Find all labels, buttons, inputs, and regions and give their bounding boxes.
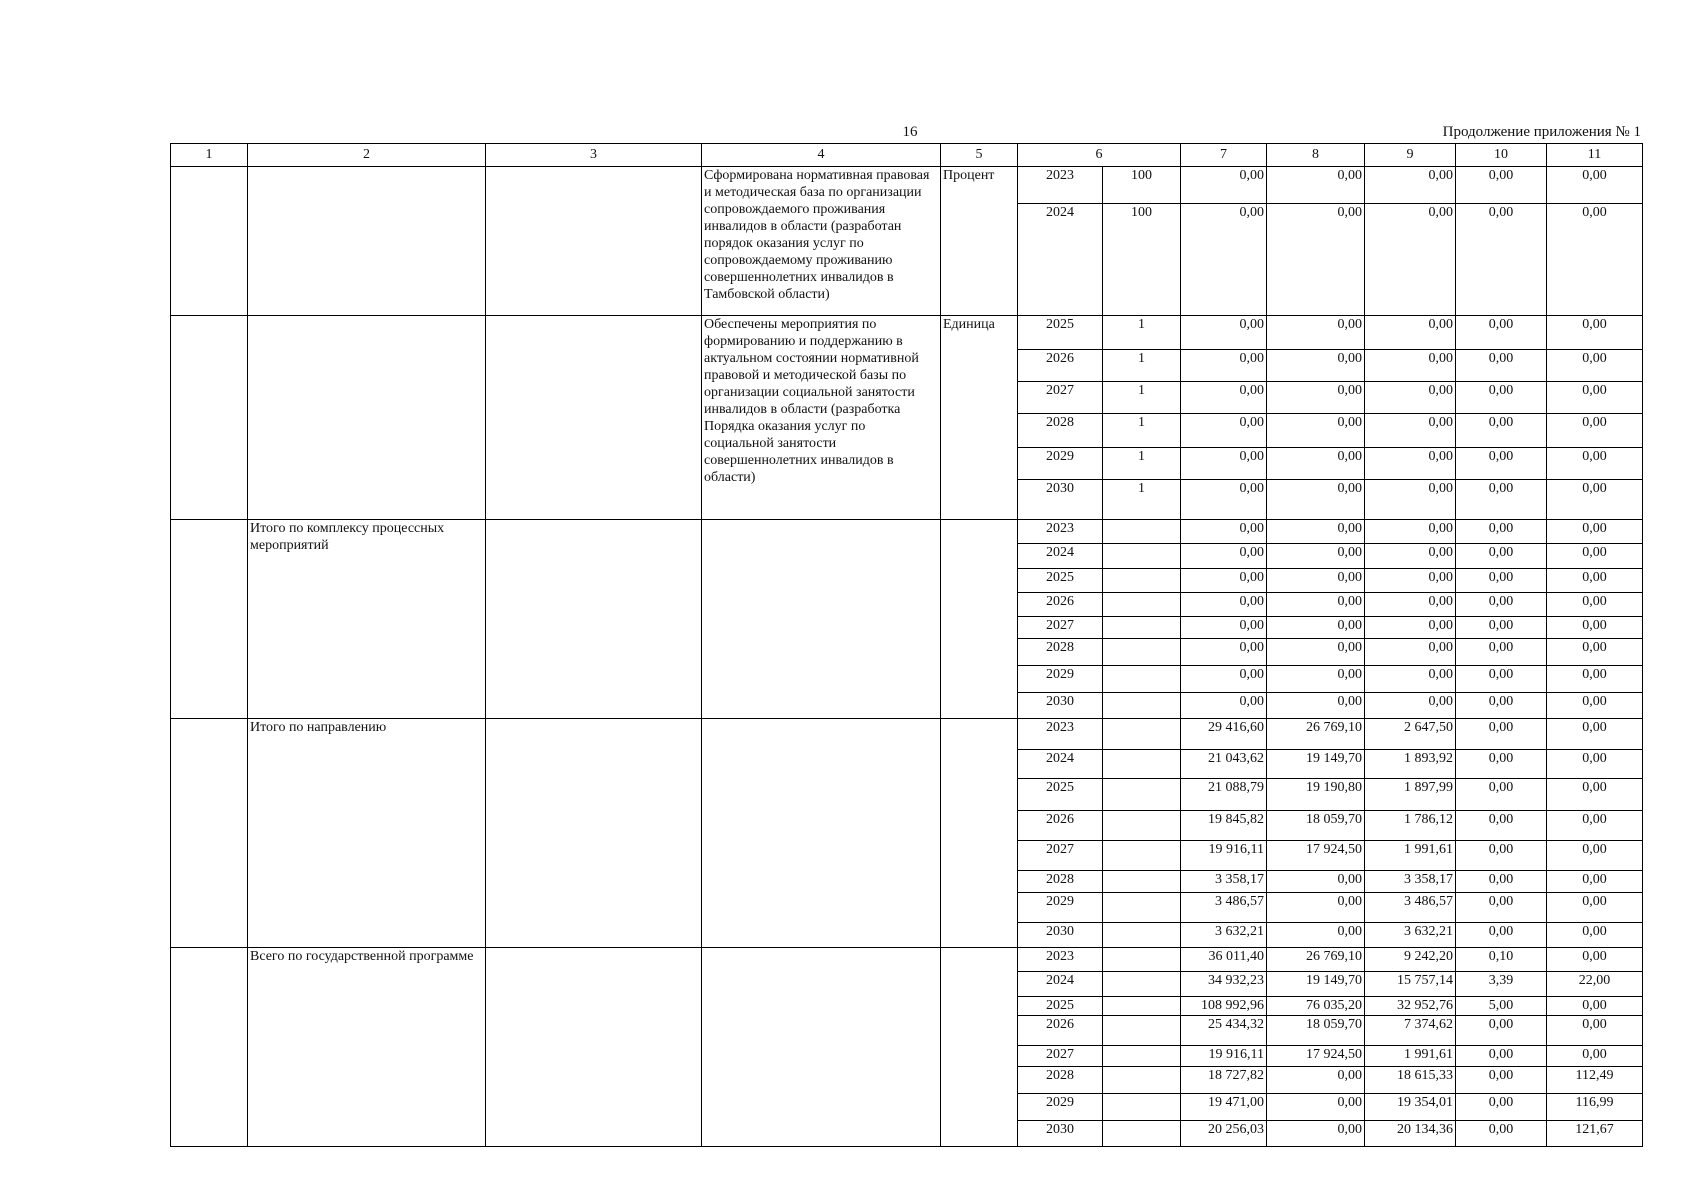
cell-col-11: 0,00 [1547,693,1643,719]
cell-col-11: 0,00 [1547,996,1643,1016]
cell-col-10: 0,00 [1456,841,1547,870]
cell-col-10: 0,00 [1456,779,1547,811]
cell-year: 2029 [1018,893,1103,922]
header-col-9: 9 [1365,144,1456,167]
cell-col-11: 0,00 [1547,382,1643,414]
cell-col-11: 0,00 [1547,841,1643,870]
cell-indicator-value [1103,810,1181,840]
cell-col-11: 121,67 [1547,1120,1643,1146]
table-row [171,520,1643,544]
cell-col-7: 0,00 [1181,693,1267,719]
cell-col-7: 19 916,11 [1181,841,1267,870]
cell-col-10: 0,00 [1456,1016,1547,1045]
cell-col-10: 0,00 [1456,666,1547,693]
cell-col-8: 0,00 [1267,666,1365,693]
cell-col-9: 19 354,01 [1365,1093,1456,1120]
cell-col-7: 0,00 [1181,666,1267,693]
cell-col-11: 0,00 [1547,638,1643,665]
cell-col-5 [941,947,1018,1146]
cell-col-4 [702,719,941,947]
cell-col-4 [702,520,941,719]
cell-col-9: 1 786,12 [1365,810,1456,840]
cell-col-2: Итого по направлению [248,719,486,947]
cell-col-9: 0,00 [1365,349,1456,382]
cell-col-8: 26 769,10 [1267,947,1365,971]
cell-col-10: 0,00 [1456,520,1547,544]
cell-col-7: 3 358,17 [1181,870,1267,893]
header-col-10: 10 [1456,144,1547,167]
cell-col-11: 0,00 [1547,593,1643,617]
cell-col-11: 0,00 [1547,316,1643,350]
cell-col-7: 0,00 [1181,520,1267,544]
cell-col-9: 20 134,36 [1365,1120,1456,1146]
cell-col-10: 0,00 [1456,719,1547,749]
header-col-1: 1 [171,144,248,167]
cell-col-7: 108 992,96 [1181,996,1267,1016]
cell-col-11: 0,00 [1547,749,1643,778]
cell-col-7: 3 486,57 [1181,893,1267,922]
cell-col-10: 0,00 [1456,593,1547,617]
cell-indicator-value [1103,1120,1181,1146]
cell-col-7: 0,00 [1181,544,1267,569]
cell-col-9: 32 952,76 [1365,996,1456,1016]
cell-col-7: 0,00 [1181,349,1267,382]
cell-col-3 [486,316,702,520]
cell-year: 2023 [1018,520,1103,544]
cell-col-3 [486,947,702,1146]
cell-col-10: 0,00 [1456,447,1547,480]
cell-col-2: Итого по комплексу процессных мероприятий [248,520,486,719]
cell-indicator-value: 1 [1103,480,1181,520]
cell-year: 2024 [1018,971,1103,996]
cell-col-9: 0,00 [1365,167,1456,204]
cell-col-8: 0,00 [1267,1067,1365,1093]
cell-year: 2023 [1018,719,1103,749]
cell-col-11: 0,00 [1547,666,1643,693]
cell-indicator-value [1103,666,1181,693]
cell-col-11: 0,00 [1547,569,1643,593]
cell-year: 2028 [1018,1067,1103,1093]
cell-indicator-value: 1 [1103,316,1181,350]
cell-col-11: 0,00 [1547,1045,1643,1067]
cell-indicator-value: 1 [1103,413,1181,447]
cell-indicator-value [1103,971,1181,996]
cell-col-7: 0,00 [1181,480,1267,520]
header-row [171,144,1643,167]
cell-col-10: 0,10 [1456,947,1547,971]
cell-col-8: 19 149,70 [1267,971,1365,996]
cell-col-10: 0,00 [1456,617,1547,639]
cell-col-8: 0,00 [1267,203,1365,315]
cell-indicator-value [1103,947,1181,971]
cell-col-8: 0,00 [1267,349,1365,382]
cell-col-11: 112,49 [1547,1067,1643,1093]
cell-col-5 [941,520,1018,719]
cell-col-9: 1 991,61 [1365,841,1456,870]
cell-year: 2024 [1018,544,1103,569]
cell-year: 2027 [1018,841,1103,870]
cell-indicator-value [1103,638,1181,665]
cell-indicator-value [1103,779,1181,811]
cell-col-8: 19 190,80 [1267,779,1365,811]
cell-col-10: 0,00 [1456,544,1547,569]
cell-col-9: 1 893,92 [1365,749,1456,778]
cell-col-7: 3 632,21 [1181,922,1267,947]
cell-indicator-value [1103,593,1181,617]
cell-col-8: 0,00 [1267,693,1365,719]
cell-col-9: 1 991,61 [1365,1045,1456,1067]
cell-indicator-value [1103,569,1181,593]
header-col-6: 6 [1018,144,1181,167]
cell-year: 2023 [1018,947,1103,971]
cell-col-11: 0,00 [1547,947,1643,971]
cell-col-10: 0,00 [1456,382,1547,414]
cell-col-8: 0,00 [1267,569,1365,593]
table-body [171,167,1643,1147]
cell-col-10: 0,00 [1456,569,1547,593]
cell-col-9: 3 358,17 [1365,870,1456,893]
cell-col-8: 0,00 [1267,167,1365,204]
cell-col-8: 17 924,50 [1267,1045,1365,1067]
cell-indicator-value: 1 [1103,349,1181,382]
cell-col-11: 0,00 [1547,779,1643,811]
cell-col-10: 0,00 [1456,413,1547,447]
table-row [171,167,1643,204]
cell-col-2 [248,316,486,520]
cell-col-10: 0,00 [1456,1067,1547,1093]
cell-col-9: 0,00 [1365,693,1456,719]
cell-col-11: 0,00 [1547,520,1643,544]
cell-col-11: 0,00 [1547,810,1643,840]
cell-year: 2027 [1018,617,1103,639]
cell-col-11: 0,00 [1547,893,1643,922]
header-col-11: 11 [1547,144,1643,167]
cell-col-9: 0,00 [1365,617,1456,639]
cell-year: 2024 [1018,749,1103,778]
cell-col-8: 26 769,10 [1267,719,1365,749]
cell-year: 2029 [1018,1093,1103,1120]
cell-col-11: 0,00 [1547,544,1643,569]
appendix-continuation-note: Продолжение приложения № 1 [1442,124,1641,140]
cell-indicator-value [1103,544,1181,569]
cell-col-10: 0,00 [1456,749,1547,778]
cell-col-3 [486,520,702,719]
cell-col-7: 34 932,23 [1181,971,1267,996]
cell-col-9: 0,00 [1365,544,1456,569]
cell-col-8: 0,00 [1267,922,1365,947]
cell-col-2 [248,167,486,316]
cell-col-10: 0,00 [1456,638,1547,665]
cell-col-9: 1 897,99 [1365,779,1456,811]
cell-year: 2027 [1018,382,1103,414]
cell-year: 2023 [1018,167,1103,204]
cell-col-4: Сформирована нормативная правовая и методическая база по организации сопровождаемого проживания инвалидов в области (разработан порядок оказания услуг по сопровождаемому проживанию совершеннолетних инвалидов в Тамбовской области) [702,167,941,316]
cell-col-11: 0,00 [1547,1016,1643,1045]
cell-col-9: 0,00 [1365,203,1456,315]
cell-col-9: 0,00 [1365,480,1456,520]
cell-col-11: 0,00 [1547,413,1643,447]
cell-year: 2028 [1018,870,1103,893]
cell-year: 2029 [1018,666,1103,693]
cell-year: 2026 [1018,810,1103,840]
cell-col-4: Обеспечены мероприятия по формированию и поддержанию в актуальном состоянии нормативной правовой и методической базы по организации социальной занятости инвалидов в области (разработка Порядка оказания услуг по социальной занятости совершеннолетних инвалидов в области) [702,316,941,520]
cell-col-7: 19 471,00 [1181,1093,1267,1120]
cell-col-8: 0,00 [1267,870,1365,893]
cell-col-7: 0,00 [1181,167,1267,204]
cell-col-8: 0,00 [1267,544,1365,569]
cell-col-11: 0,00 [1547,167,1643,204]
cell-col-9: 9 242,20 [1365,947,1456,971]
header-col-5: 5 [941,144,1018,167]
cell-col-1 [171,947,248,1146]
cell-col-9: 0,00 [1365,593,1456,617]
cell-col-9: 0,00 [1365,447,1456,480]
cell-col-10: 0,00 [1456,1045,1547,1067]
table-row [171,719,1643,749]
cell-year: 2026 [1018,349,1103,382]
cell-year: 2025 [1018,779,1103,811]
cell-col-3 [486,719,702,947]
cell-col-9: 0,00 [1365,666,1456,693]
cell-indicator-value [1103,617,1181,639]
cell-col-8: 18 059,70 [1267,810,1365,840]
cell-col-7: 0,00 [1181,617,1267,639]
cell-col-7: 18 727,82 [1181,1067,1267,1093]
cell-col-10: 0,00 [1456,922,1547,947]
appendix-table [170,143,1643,1147]
cell-col-11: 0,00 [1547,719,1643,749]
cell-col-7: 20 256,03 [1181,1120,1267,1146]
cell-indicator-value [1103,520,1181,544]
cell-indicator-value [1103,1067,1181,1093]
cell-col-9: 2 647,50 [1365,719,1456,749]
cell-col-7: 36 011,40 [1181,947,1267,971]
cell-col-7: 0,00 [1181,203,1267,315]
cell-col-9: 0,00 [1365,413,1456,447]
header-col-4: 4 [702,144,941,167]
cell-indicator-value [1103,1045,1181,1067]
cell-col-5: Процент [941,167,1018,316]
cell-indicator-value: 1 [1103,447,1181,480]
cell-col-8: 0,00 [1267,520,1365,544]
cell-col-9: 0,00 [1365,382,1456,414]
cell-col-8: 0,00 [1267,638,1365,665]
cell-col-10: 0,00 [1456,693,1547,719]
cell-col-7: 19 916,11 [1181,1045,1267,1067]
header-col-8: 8 [1267,144,1365,167]
cell-col-11: 0,00 [1547,870,1643,893]
cell-col-10: 0,00 [1456,810,1547,840]
cell-col-10: 0,00 [1456,349,1547,382]
cell-col-7: 0,00 [1181,569,1267,593]
header-col-7: 7 [1181,144,1267,167]
header-col-2: 2 [248,144,486,167]
cell-col-10: 0,00 [1456,870,1547,893]
cell-indicator-value [1103,749,1181,778]
cell-year: 2030 [1018,480,1103,520]
cell-col-8: 0,00 [1267,413,1365,447]
cell-col-11: 0,00 [1547,203,1643,315]
cell-col-10: 3,39 [1456,971,1547,996]
cell-col-8: 0,00 [1267,893,1365,922]
cell-indicator-value [1103,693,1181,719]
cell-col-8: 0,00 [1267,1093,1365,1120]
cell-year: 2026 [1018,1016,1103,1045]
page-number: 16 [902,124,918,140]
cell-col-8: 0,00 [1267,480,1365,520]
cell-year: 2025 [1018,316,1103,350]
cell-col-8: 18 059,70 [1267,1016,1365,1045]
cell-indicator-value [1103,1093,1181,1120]
cell-indicator-value [1103,922,1181,947]
cell-col-7: 0,00 [1181,413,1267,447]
cell-col-2: Всего по государственной программе [248,947,486,1146]
cell-col-9: 3 486,57 [1365,893,1456,922]
cell-col-7: 0,00 [1181,638,1267,665]
cell-indicator-value [1103,841,1181,870]
header-col-3: 3 [486,144,702,167]
cell-col-7: 0,00 [1181,593,1267,617]
cell-indicator-value [1103,996,1181,1016]
cell-col-9: 0,00 [1365,520,1456,544]
cell-col-8: 0,00 [1267,382,1365,414]
cell-col-1 [171,719,248,947]
cell-col-11: 0,00 [1547,349,1643,382]
cell-col-11: 0,00 [1547,480,1643,520]
cell-year: 2029 [1018,447,1103,480]
cell-col-7: 0,00 [1181,382,1267,414]
table-row [171,947,1643,971]
cell-col-9: 15 757,14 [1365,971,1456,996]
cell-indicator-value [1103,893,1181,922]
cell-col-10: 0,00 [1456,1093,1547,1120]
cell-col-7: 21 088,79 [1181,779,1267,811]
cell-col-5 [941,719,1018,947]
cell-col-8: 76 035,20 [1267,996,1365,1016]
cell-col-7: 0,00 [1181,316,1267,350]
cell-col-9: 3 632,21 [1365,922,1456,947]
cell-col-5: Единица [941,316,1018,520]
cell-indicator-value [1103,719,1181,749]
cell-year: 2028 [1018,413,1103,447]
cell-col-3 [486,167,702,316]
cell-year: 2026 [1018,593,1103,617]
cell-col-11: 0,00 [1547,617,1643,639]
cell-col-11: 0,00 [1547,447,1643,480]
cell-col-11: 0,00 [1547,922,1643,947]
cell-col-10: 0,00 [1456,480,1547,520]
cell-year: 2030 [1018,922,1103,947]
cell-col-7: 0,00 [1181,447,1267,480]
cell-col-10: 0,00 [1456,316,1547,350]
cell-col-1 [171,167,248,316]
cell-col-11: 22,00 [1547,971,1643,996]
cell-col-8: 0,00 [1267,316,1365,350]
cell-col-8: 0,00 [1267,617,1365,639]
cell-col-4 [702,947,941,1146]
cell-col-10: 0,00 [1456,893,1547,922]
cell-col-9: 18 615,33 [1365,1067,1456,1093]
cell-col-8: 17 924,50 [1267,841,1365,870]
cell-col-7: 19 845,82 [1181,810,1267,840]
cell-year: 2024 [1018,203,1103,315]
cell-col-8: 0,00 [1267,593,1365,617]
cell-col-9: 0,00 [1365,569,1456,593]
cell-year: 2025 [1018,996,1103,1016]
table-row [171,316,1643,350]
cell-year: 2030 [1018,1120,1103,1146]
cell-year: 2025 [1018,569,1103,593]
cell-col-10: 0,00 [1456,167,1547,204]
cell-col-9: 0,00 [1365,316,1456,350]
cell-year: 2028 [1018,638,1103,665]
cell-col-10: 5,00 [1456,996,1547,1016]
cell-indicator-value [1103,1016,1181,1045]
cell-indicator-value: 100 [1103,203,1181,315]
cell-col-8: 19 149,70 [1267,749,1365,778]
cell-col-8: 0,00 [1267,447,1365,480]
cell-col-8: 0,00 [1267,1120,1365,1146]
cell-indicator-value [1103,870,1181,893]
cell-year: 2030 [1018,693,1103,719]
cell-col-7: 25 434,32 [1181,1016,1267,1045]
cell-col-1 [171,316,248,520]
cell-year: 2027 [1018,1045,1103,1067]
cell-col-9: 0,00 [1365,638,1456,665]
cell-col-9: 7 374,62 [1365,1016,1456,1045]
cell-col-11: 116,99 [1547,1093,1643,1120]
cell-col-10: 0,00 [1456,203,1547,315]
cell-col-7: 29 416,60 [1181,719,1267,749]
cell-col-7: 21 043,62 [1181,749,1267,778]
cell-indicator-value: 1 [1103,382,1181,414]
cell-indicator-value: 100 [1103,167,1181,204]
cell-col-1 [171,520,248,719]
cell-col-10: 0,00 [1456,1120,1547,1146]
